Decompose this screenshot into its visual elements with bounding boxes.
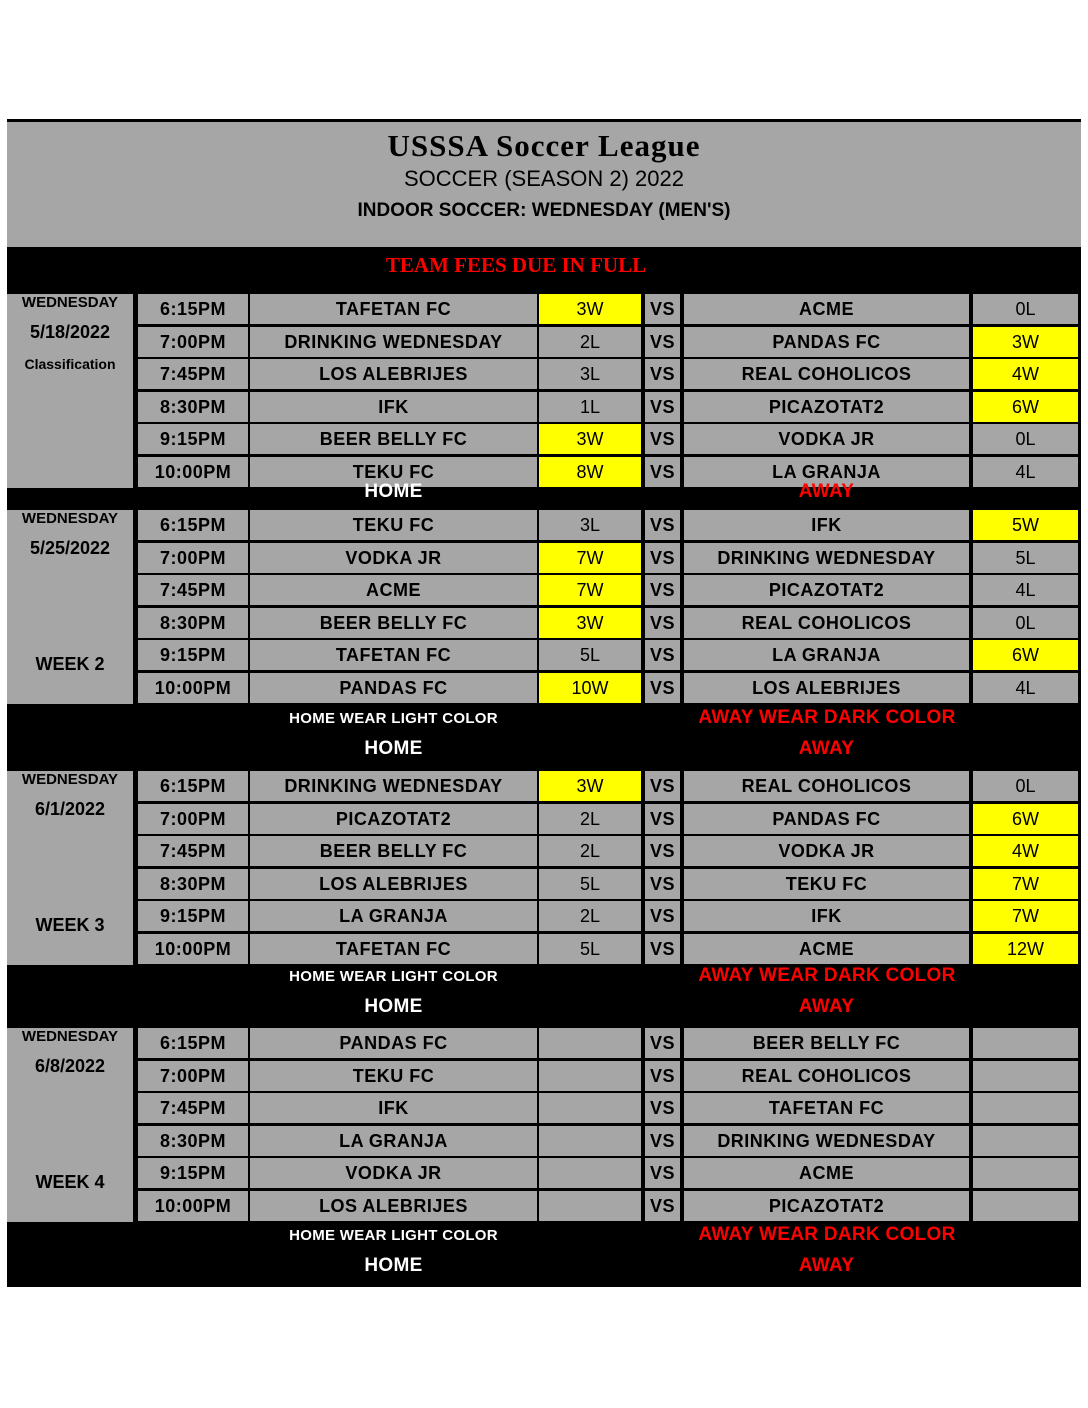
away-label: AWAY (798, 1255, 855, 1276)
home-team: DRINKING WEDNESDAY (250, 327, 537, 357)
home-score: 5L (539, 640, 641, 670)
home-score: 8W (539, 457, 641, 487)
week-label: WEEK 3 (35, 915, 105, 935)
away-score: 5L (973, 543, 1078, 573)
home-label: HOME (364, 1255, 423, 1276)
away-score: 5W (973, 510, 1078, 540)
league-title: USSSA Soccer League (387, 128, 701, 163)
home-score: 10W (539, 673, 641, 703)
away-team: DRINKING WEDNESDAY (684, 543, 969, 573)
week-info-panel (7, 771, 133, 965)
vs-label: VS (645, 359, 680, 389)
game-time: 6:15PM (138, 771, 248, 801)
vs-label: VS (645, 457, 680, 487)
away-wear-note: AWAY WEAR DARK COLOR (698, 707, 956, 728)
away-score: 12W (973, 934, 1078, 964)
away-team: VODKA JR (684, 836, 969, 866)
fees-due-notice: TEAM FEES DUE IN FULL (385, 252, 647, 277)
home-team: BEER BELLY FC (250, 608, 537, 638)
away-team: ACME (684, 934, 969, 964)
game-time: 7:00PM (138, 327, 248, 357)
home-score: 7W (539, 543, 641, 573)
away-team: BEER BELLY FC (684, 1028, 969, 1058)
away-score: 4L (973, 457, 1078, 487)
game-time: 10:00PM (138, 457, 248, 487)
vs-label: VS (645, 543, 680, 573)
weekday-label: WEDNESDAY (21, 510, 119, 527)
game-time: 9:15PM (138, 1158, 248, 1188)
game-time: 10:00PM (138, 934, 248, 964)
home-team: TAFETAN FC (250, 640, 537, 670)
home-score: 5L (539, 869, 641, 899)
away-score: 6W (973, 640, 1078, 670)
home-score: 2L (539, 327, 641, 357)
home-team: IFK (250, 392, 537, 422)
away-team: LA GRANJA (684, 640, 969, 670)
weekday-label: WEDNESDAY (21, 771, 119, 788)
weekday-label: WEDNESDAY (21, 1028, 119, 1045)
vs-label: VS (645, 640, 680, 670)
home-score: 2L (539, 836, 641, 866)
home-team: VODKA JR (250, 543, 537, 573)
home-team: BEER BELLY FC (250, 424, 537, 454)
home-team: LOS ALEBRIJES (250, 1191, 537, 1221)
game-date: 5/25/2022 (29, 538, 111, 558)
game-time: 7:45PM (138, 575, 248, 605)
week-info-panel (7, 510, 133, 704)
vs-label: VS (645, 1028, 680, 1058)
home-team: TEKU FC (250, 510, 537, 540)
week-label: WEEK 2 (35, 654, 105, 674)
home-wear-note: HOME WEAR LIGHT COLOR (289, 1226, 498, 1244)
game-time: 7:45PM (138, 1093, 248, 1123)
home-team: DRINKING WEDNESDAY (250, 771, 537, 801)
home-team: TEKU FC (250, 457, 537, 487)
away-wear-note: AWAY WEAR DARK COLOR (698, 1224, 956, 1245)
away-score: 0L (973, 294, 1078, 324)
away-team: REAL COHOLICOS (684, 608, 969, 638)
vs-label: VS (645, 327, 680, 357)
vs-label: VS (645, 1093, 680, 1123)
game-date: 5/18/2022 (29, 322, 111, 342)
game-time: 6:15PM (138, 1028, 248, 1058)
vs-label: VS (645, 901, 680, 931)
game-time: 9:15PM (138, 640, 248, 670)
home-score: 1L (539, 392, 641, 422)
home-score: 5L (539, 934, 641, 964)
vs-label: VS (645, 934, 680, 964)
home-score: 2L (539, 901, 641, 931)
away-team: TAFETAN FC (684, 1093, 969, 1123)
away-label: AWAY (798, 481, 855, 502)
home-team: ACME (250, 575, 537, 605)
away-team: ACME (684, 294, 969, 324)
vs-label: VS (645, 804, 680, 834)
vs-label: VS (645, 424, 680, 454)
away-team: REAL COHOLICOS (684, 359, 969, 389)
home-score: 3L (539, 510, 641, 540)
home-team: PANDAS FC (250, 1028, 537, 1058)
home-score: 3L (539, 359, 641, 389)
home-team: LA GRANJA (250, 1126, 537, 1156)
vs-label: VS (645, 1158, 680, 1188)
away-score: 4W (973, 359, 1078, 389)
away-score: 4L (973, 575, 1078, 605)
schedule-sheet (7, 119, 1081, 1287)
vs-label: VS (645, 836, 680, 866)
game-time: 8:30PM (138, 392, 248, 422)
home-label: HOME (364, 996, 423, 1017)
away-team: PICAZOTAT2 (684, 575, 969, 605)
home-team: LOS ALEBRIJES (250, 359, 537, 389)
home-score (539, 1158, 641, 1188)
game-time: 9:15PM (138, 424, 248, 454)
away-team: LA GRANJA (684, 457, 969, 487)
vs-label: VS (645, 673, 680, 703)
away-score (973, 1028, 1078, 1058)
game-time: 8:30PM (138, 608, 248, 638)
home-score (539, 1191, 641, 1221)
away-team: DRINKING WEDNESDAY (684, 1126, 969, 1156)
game-time: 7:00PM (138, 1061, 248, 1091)
away-team: PICAZOTAT2 (684, 392, 969, 422)
game-time: 10:00PM (138, 1191, 248, 1221)
schedule-header (7, 119, 1081, 247)
game-date: 6/8/2022 (34, 1056, 106, 1076)
season-title: SOCCER (SEASON 2) 2022 (404, 166, 684, 191)
vs-label: VS (645, 869, 680, 899)
division-title: INDOOR SOCCER: WEDNESDAY (MEN'S) (357, 200, 731, 221)
away-score: 7W (973, 901, 1078, 931)
away-score: 3W (973, 327, 1078, 357)
week-label: WEEK 4 (35, 1172, 105, 1192)
away-score: 0L (973, 424, 1078, 454)
vs-label: VS (645, 771, 680, 801)
home-team: IFK (250, 1093, 537, 1123)
home-score (539, 1028, 641, 1058)
game-time: 7:00PM (138, 543, 248, 573)
game-time: 6:15PM (138, 294, 248, 324)
away-score: 6W (973, 804, 1078, 834)
home-score: 2L (539, 804, 641, 834)
away-team: IFK (684, 901, 969, 931)
game-time: 7:00PM (138, 804, 248, 834)
home-team: PANDAS FC (250, 673, 537, 703)
game-time: 8:30PM (138, 869, 248, 899)
home-score: 3W (539, 771, 641, 801)
vs-label: VS (645, 1061, 680, 1091)
away-score: 7W (973, 869, 1078, 899)
home-score (539, 1061, 641, 1091)
round-note: Classification (24, 356, 116, 372)
home-team: BEER BELLY FC (250, 836, 537, 866)
away-label: AWAY (798, 996, 855, 1017)
home-team: TEKU FC (250, 1061, 537, 1091)
vs-label: VS (645, 1126, 680, 1156)
vs-label: VS (645, 1191, 680, 1221)
away-team: REAL COHOLICOS (684, 1061, 969, 1091)
home-score: 3W (539, 608, 641, 638)
away-team: PICAZOTAT2 (684, 1191, 969, 1221)
home-score (539, 1093, 641, 1123)
vs-label: VS (645, 392, 680, 422)
away-wear-note: AWAY WEAR DARK COLOR (698, 965, 956, 986)
home-team: LOS ALEBRIJES (250, 869, 537, 899)
away-team: TEKU FC (684, 869, 969, 899)
away-score: 6W (973, 392, 1078, 422)
home-score: 3W (539, 424, 641, 454)
away-team: LOS ALEBRIJES (684, 673, 969, 703)
vs-label: VS (645, 575, 680, 605)
away-score: 0L (973, 771, 1078, 801)
home-wear-note: HOME WEAR LIGHT COLOR (289, 709, 498, 727)
week-info-panel (7, 1028, 133, 1222)
game-time: 7:45PM (138, 359, 248, 389)
away-team: PANDAS FC (684, 327, 969, 357)
away-label: AWAY (798, 738, 855, 759)
vs-label: VS (645, 608, 680, 638)
home-wear-note: HOME WEAR LIGHT COLOR (289, 967, 498, 985)
home-label: HOME (364, 481, 423, 502)
away-team: VODKA JR (684, 424, 969, 454)
game-time: 8:30PM (138, 1126, 248, 1156)
game-time: 10:00PM (138, 673, 248, 703)
home-label: HOME (364, 738, 423, 759)
home-team: LA GRANJA (250, 901, 537, 931)
weekday-label: WEDNESDAY (21, 294, 119, 311)
vs-label: VS (645, 510, 680, 540)
home-team: TAFETAN FC (250, 934, 537, 964)
game-date: 6/1/2022 (34, 799, 106, 819)
away-score (973, 1061, 1078, 1091)
away-team: ACME (684, 1158, 969, 1188)
home-team: VODKA JR (250, 1158, 537, 1188)
home-score (539, 1126, 641, 1156)
game-time: 9:15PM (138, 901, 248, 931)
game-time: 6:15PM (138, 510, 248, 540)
game-time: 7:45PM (138, 836, 248, 866)
away-score (973, 1126, 1078, 1156)
away-score (973, 1191, 1078, 1221)
home-score: 7W (539, 575, 641, 605)
home-team: TAFETAN FC (250, 294, 537, 324)
home-score: 3W (539, 294, 641, 324)
vs-label: VS (645, 294, 680, 324)
home-team: PICAZOTAT2 (250, 804, 537, 834)
away-score: 4L (973, 673, 1078, 703)
away-team: REAL COHOLICOS (684, 771, 969, 801)
away-team: PANDAS FC (684, 804, 969, 834)
away-score: 0L (973, 608, 1078, 638)
week-info-panel (7, 294, 133, 488)
away-team: IFK (684, 510, 969, 540)
away-score (973, 1158, 1078, 1188)
away-score: 4W (973, 836, 1078, 866)
away-score (973, 1093, 1078, 1123)
